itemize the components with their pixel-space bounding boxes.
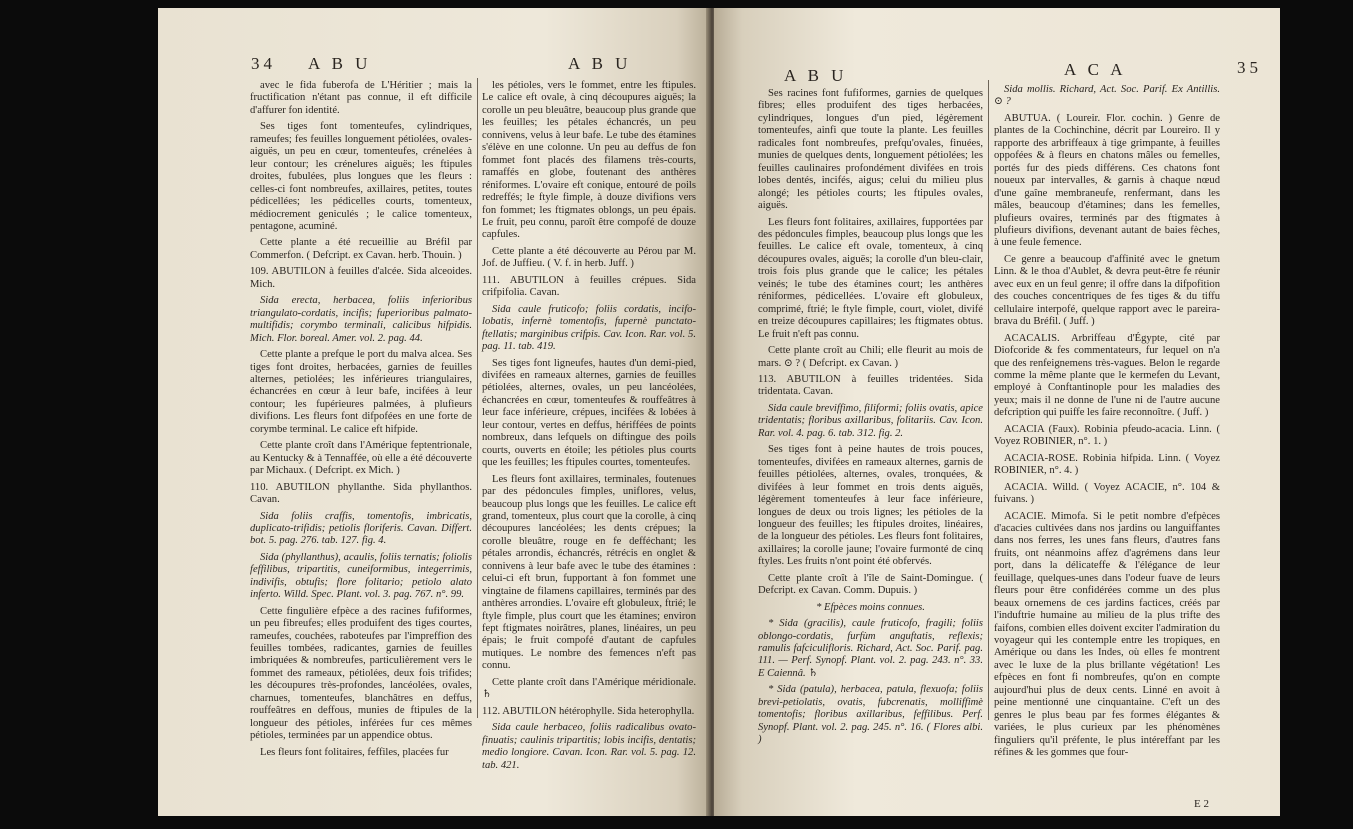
paragraph: Sida (phyllanthus), acaulis, foliis ternatis; foliolis feffilibus, tripartitis, cuneiformibus, integerrimis, indivifis, obtufis; flore folitario; petiolo alato inferto. Willd. Spec. Plant. vol. 3. pag. 767. n°. 99. xyxy=(250,551,472,601)
paragraph: Sida caule breviffimo, filiformi; foliis ovatis, apice tridentatis; floribus axillaribus, folitariis. Cav. Icon. Rar. vol. 4. pag. 6. tab. 312. fig. 2. xyxy=(758,402,983,439)
right-running-head-2: A C A xyxy=(1064,60,1127,79)
left-column-1 xyxy=(250,80,472,763)
left-page xyxy=(158,8,710,816)
paragraph: les pétioles, vers le fommet, entre les ftipules. Le calice eft ovale, à cinq découpures aiguës; la corolle un peu bleuâtre, beaucoup plus grande que les feuilles; les pétales échancrés, un peu connivens, velus à leur bafe. Le tube des étamines s'élève en une colonne. Un peu au deffus de fon fommet font placés des filamens très-courts, ramaffés en globe, foutenant des anthères réniformes. L'ovaire eft conique, entouré de poils redreffés; le ftyle fimple, à douze divifions vers fon fommet; les ftigmates oblongs, un peu épais. Le fruit, peu connu, paroît être compofé de douze capfules. xyxy=(482,80,696,241)
right-running-head-1: A B U xyxy=(784,66,848,85)
paragraph: * Efpèces moins connues. xyxy=(816,601,925,613)
right-page-number: 35 xyxy=(1237,58,1262,77)
left-page-number: 34 xyxy=(251,54,276,73)
paragraph: Les fleurs font axillaires, terminales, foutenues par des pédoncules fimples, uniflores, velus, beaucoup plus longs que les feuilles. Le calice eft grand, tomenteux, plus court que la corolle, à cinq découpures lancéolées; les dents crépues; la corolle bleuâtre, rouge en fe defféchant; les pétales arrondis, échancrés, rétrécis en onglet & connivens à leur bafe avec le tube des étamines : celui-ci eft brun, fupportant à fon fommet une vingtaine de filamens capillaires, terminés par des anthères arrondies. L'ovaire eft globuleux, ftrié; le ftyle fimple, plus court que les étamines; environ fept ftigmates noirâtres, planes, linéaires, un peu épais; le fruit compofé d'autant de capfules mutiques. Le nombre des femences n'eft pas connu. xyxy=(482,473,696,672)
paragraph: Sida foliis craffis, tomentofis, imbricatis, duplicato-trifidis; petiolis floriferis. Cavan. Differt. bot. 5. pag. 276. tab. 127. fig. 4. xyxy=(250,510,472,547)
paragraph: Sida caule herbaceo, foliis radicalibus ovato-finuatis; caulinis tripartitis; lobis incifis, dentatis; medio longiore. Cavan. Icon. Rar. vol. 5. pag. 12. tab. 421. xyxy=(482,722,696,771)
paragraph: * Sida (gracilis), caule fruticofo, fragili; foliis oblongo-cordatis, furfùm anguftatis, reflexis; ramulis fafciculifloris. Richard, Act. Soc. Parif. pag. 111. — Perf. Synopf. Plant. vol. 2. pag. 243. n°. 33. E Caiennâ. ♄ xyxy=(758,618,983,679)
right-column-1 xyxy=(758,88,983,751)
paragraph: 112. ABUTILON hétérophylle. Sida heterophylla. xyxy=(482,705,695,717)
left-running-head-1: A B U xyxy=(308,54,372,73)
paragraph: ACACIA. Willd. ( Voyez ACACIE, n°. 104 & fuivans. ) xyxy=(994,481,1220,506)
paragraph: Sida mollis. Richard, Act. Soc. Parif. Ex Antillis. ⊙ ? xyxy=(994,84,1220,108)
paragraph: 109. ABUTILON à feuilles d'alcée. Sida alceoides. Mich. xyxy=(250,266,472,290)
signature-mark: E 2 xyxy=(1194,798,1209,810)
paragraph: ACACIA (Faux). Robinia pfeudo-acacia. Linn. ( Voyez ROBINIER, n°. 1. ) xyxy=(994,423,1220,448)
paragraph: Cette plante croît dans l'Amérique feptentrionale, au Kentucky & à Tennaffée, où elle a été découverte par Michaux. ( Defcript. ex Mich. ) xyxy=(250,440,472,477)
left-column-2 xyxy=(482,80,696,776)
paragraph: Ses tiges font à peine hautes de trois pouces, tomenteufes, divifées en rameaux alternes, garnis de feuilles pétiolées, alternes, ovales, tronquées, & divifées à leur fommet en trois dents aiguës, légèrement tomenteufes à leur face inférieure, longues de deux ou trois lignes; les pétioles de la longueur des feuilles; les ftipules droites, linéaires, de la longueur des pétioles. Les fleurs font folitaires, axillaires; la corolle jaune; l'ovaire furmonté de cinq ftyles. Les fruits n'ont point été obfervés. xyxy=(758,444,983,568)
paragraph: ABUTUA. ( Loureir. Flor. cochin. ) Genre de plantes de la Cochinchine, décrit par Loureiro. Il y rapporte des arbriffeaux à tige grimpante, à feuilles oppofées & à fleurs en chatons mâles ou femelles, portés fur des pieds différens. Ces chatons font noueux par intervalles, & garnis à chaque nœud d'une gaîne membraneufe, renfermant, dans les mâles, beaucoup d'étamines; dans les femelles, plufieurs ovaires, terminés par des ftigmates à plufieurs divifions, devenant autant de baies fèches, à une feule femence. xyxy=(994,112,1220,249)
paragraph: Sida caule fruticofo; foliis cordatis, incifo-lobatis, infernè tomentofis, fupernè punctato-ftellatis; marginibus crifpis. Cav. Icon. Rar. vol. 5. pag. 11. tab. 419. xyxy=(482,303,696,353)
right-column-2 xyxy=(994,84,1220,764)
paragraph: ACACIA-ROSE. Robinia hifpida. Linn. ( Voyez ROBINIER, n°. 4. ) xyxy=(994,452,1220,477)
column-rule xyxy=(477,78,478,718)
paragraph: Cette plante croît au Chili; elle fleurit au mois de mars. ⊙ ? ( Defcript. ex Cavan. ) xyxy=(758,345,983,369)
paragraph: Sida erecta, herbacea, foliis inferioribus triangulato-cordatis, incifis; fuperioribus palmato-multifidis; corymbo terminali, calicibus hifpidis. Mich. Flor. boreal. Amer. vol. 2. pag. 44. xyxy=(250,295,472,344)
right-page xyxy=(714,8,1280,816)
paragraph: ACACALIS. Arbriffeau d'Égypte, cité par Diofcoride & fes commentateurs, fur lequel on n'a que des renfeignemens très-vagues. Belon le regarde comme la même plante que le kermefen du Levant, employé à Conftantinople pour les maladies des yeux; mais il ne donne de l'une ni de l'autre aucune defcription qui puiffe les faire reconnoître. ( Juff. ) xyxy=(994,332,1220,419)
left-running-head-2: A B U xyxy=(568,54,632,73)
book-spread xyxy=(158,8,1280,816)
paragraph: Cette plante a été recueillie au Bréfil par Commerfon. ( Defcript. ex Cavan. herb. Thouin. ) xyxy=(250,237,472,261)
paragraph: Ses racines font fufiformes, garnies de quelques fibres; elles produifent des tiges herbacées, cylindriques, longues d'un pied, légèrement tomenteufes, ainfi que toute la plante. Les feuilles radicales font nombreufes, prefqu'ovales, finuées, munies de quelques dents, longuement pétiolées; les feuilles caulinaires profondément divifées en trois lobes dentés, incifés, aigus; celui du milieu plus alongé; les pétioles courts; les ftipules ovales, aiguës. xyxy=(758,88,983,212)
paragraph: Cette plante a prefque le port du malva alcea. Ses tiges font droites, herbacées, garnies de feuilles alternes, petiolées; les inférieures triangulaires, échancrées en cœur à leur bafe, incifées à leur contour; les fupérieures palmées, à plufieurs divifions. Les fleurs font difpofées en une forte de corymbe terminal. Le calice eft hifpide. xyxy=(250,349,472,435)
paragraph: Cette fingulière efpèce a des racines fufiformes, un peu fibreufes; elles produifent des tiges courtes, rameufes, couchées, raboteufes par l'impreffion des feuilles tombées, radicantes, garnies de feuilles imbriquées & nombreufes, particulièrement vers le fommet des rameaux, pétiolées, deux fois trifides; les découpures très-profondes, lancéolées, ovales, charnues, tomenteufes, blanchâtres en deffus, rouffeâtres en deffous, munies de ftipules de la longueur des pétioles, inférées fur ces mêmes pétioles, terminées par un appendice obtus. xyxy=(250,605,472,742)
paragraph: Ses tiges font ligneufes, hautes d'un demi-pied, divifées en rameaux alternes, garnies de feuilles pétiolées, alternes, ovales, un peu lancéolées, échancrées en cœur, tomenteufes & rouffeâtres à leur face inférieure, crépues, incifées & lobées à leur contour, vertes en deffus, hériffées de points nombreux, dans lefquels on diftingue des poils courts, ouverts en étoile; les pétioles plus courts que les feuilles; les ftipules courtes, tomenteufes. xyxy=(482,357,696,469)
paragraph: avec le fida fuberofa de L'Héritier ; mais la fructification n'étant pas connue, il eft difficile d'affurer fon identité. xyxy=(250,80,472,116)
paragraph: Cette plante croît à l'île de Saint-Domingue. ( Defcript. ex Cavan. Comm. Dupuis. ) xyxy=(758,572,983,597)
paragraph: ACACIE. Mimofa. Si le petit nombre d'efpèces d'acacies cultivées dans nos jardins ou languiffantes dans nos ferres, les unes fans fleurs, d'autres fans fruits, ont néanmoins affez d'agrémens dans leur port, dans la délicateffe & l'élégance de leur feuillage, quelques-unes dans l'odeur fuave de leurs fleurs pour être confidérées comme un des plus beaux ornemens de ces jardins factices, créés par l'induftrie humaine au milieu de la plus trifte des faifons, combien elles doivent exciter l'admiration du voyageur qui les contemple entre les tropiques, en Amérique ou dans les Indes, où elles fe montrent avec le luxe de la plus brillante végétation! Les efpèces en font fi nombreufes, qu'on en compte aujourd'hui plus de deux cents. Linné en avoit à peine mentionné une cinquantaine. C'eft un des genres le plus beau par fes formes élégantes & variées, le plus curieux par les phénomènes finguliers qu'il préfente, le plus intéreffant par les réfines & les gommes que four- xyxy=(994,510,1220,759)
paragraph: Ce genre a beaucoup d'affinité avec le gnetum Linn. & le thoa d'Aublet, & devra peut-être fe réunir avec eux en un feul genre; il offre dans la difpofition des couches concentriques de fes tiges & du tiffu cellulaire interpofé, quelque rapport avec le pareira-brava du Bréfil. ( Juff. ) xyxy=(994,253,1220,328)
paragraph: 113. ABUTILON à feuilles tridentées. Sida tridentata. Cavan. xyxy=(758,373,983,398)
paragraph: Les fleurs font folitaires, axillaires, fupportées par des pédoncules fimples, beaucoup plus longs que les feuilles. Le calice eft ovale, tomenteux, à cinq découpures ovales, aiguës; la corolle d'un bleu-clair, trois fois plus grande que le calice; les pétales veinés; le tube des étamines court; les anthères réniformes, pédicellées. L'ovaire eft globuleux, comprimé, ftrié; le ftyle fimple, court, violet, divifé en treize découpures capillaires; les ftigmates obtus. Le fruit n'eft pas connu. xyxy=(758,216,983,340)
paragraph: Les fleurs font folitaires, feffiles, placées fur xyxy=(260,746,449,758)
paragraph: Cette plante a été découverte au Pérou par M. Jof. de Juffieu. ( V. f. in herb. Juff. ) xyxy=(482,245,696,270)
paragraph: Ses tiges font tomenteufes, cylindriques, rameufes; fes feuilles longuement pétiolées, ovales-aiguës, un peu en cœur, tomenteufes, crénelées à leur contour; les crénelures aiguës; les ftipules droites, fubulées, plus longues que les fleurs : celles-ci font nombreufes, axillaires, petites, toutes pédicellées; les pédicelles courts, tomenteux, médiocrement geniculés ; le calice tomenteux, pentagone, acuminé. xyxy=(250,121,472,232)
paragraph: Cette plante croît dans l'Amérique méridionale. ♄ xyxy=(482,676,696,701)
paragraph: 111. ABUTILON à feuilles crépues. Sida crifpifolia. Cavan. xyxy=(482,274,696,299)
paragraph: * Sida (patula), herbacea, patula, flexuofa; foliis brevi-petiolatis, ovatis, fubcrenatis, molliffimè tomentofis; floribus axillaribus, feffilibus. Perf. Synopf. Plant. vol. 2. pag. 245. n°. 16. ( Flores albi. ) xyxy=(758,684,983,746)
column-rule xyxy=(988,80,989,720)
paragraph: 110. ABUTILON phyllanthe. Sida phyllanthos. Cavan. xyxy=(250,481,472,506)
